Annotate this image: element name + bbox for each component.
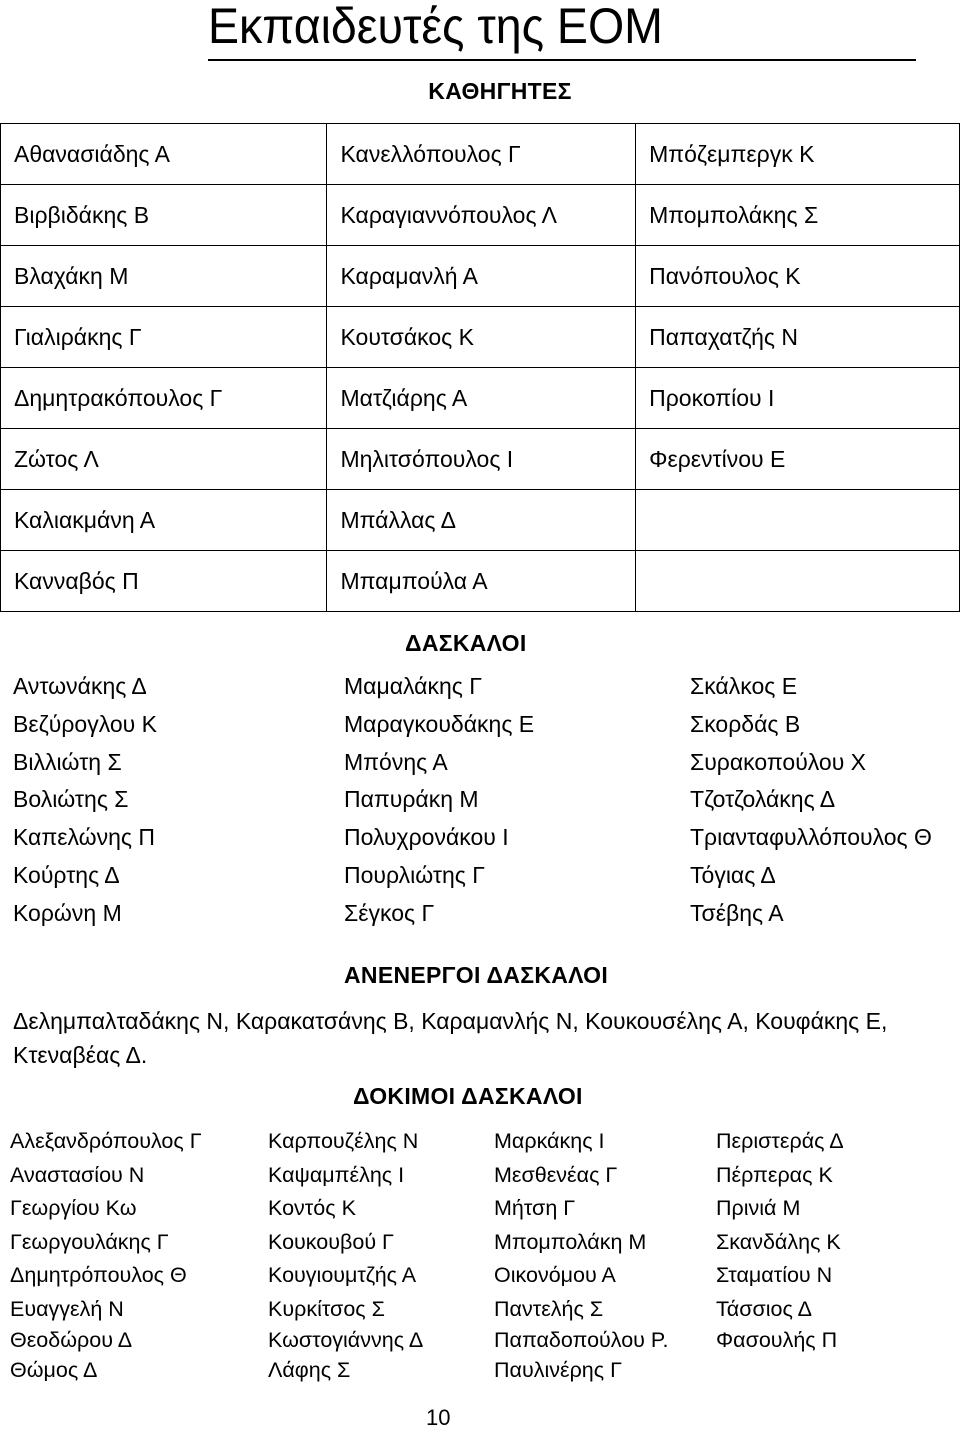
- teacher-name: Σκορδάς Β: [690, 710, 801, 737]
- professor-name-cell: Καραμανλή Α: [327, 246, 636, 307]
- trial-teacher-name: Θώμος Δ: [10, 1358, 98, 1382]
- teacher-name: Τζοτζολάκης Δ: [690, 786, 836, 813]
- teacher-name: Τριανταφυλλόπουλος Θ: [690, 824, 932, 851]
- inactive-teachers-list: [13, 1004, 913, 1072]
- table-row: [1, 429, 960, 490]
- professor-name-cell: Βλαχάκη Μ: [1, 246, 327, 307]
- trial-teacher-name: Καρπουζέλης Ν: [268, 1129, 419, 1153]
- professor-name-cell: Μπαμπούλα Α: [327, 551, 636, 612]
- teacher-name: Κούρτης Δ: [13, 861, 120, 888]
- professor-name-cell: Μπομπολάκης Σ: [636, 185, 960, 246]
- table-row: [1, 246, 960, 307]
- table-row: [1, 307, 960, 368]
- teacher-name: Σέγκος Γ: [344, 899, 435, 926]
- professor-name-cell: Πανόπουλος Κ: [636, 246, 960, 307]
- teacher-name: Μαραγκουδάκης Ε: [344, 710, 535, 737]
- teacher-name: Τόγιας Δ: [690, 861, 776, 888]
- trial-teacher-name: Μήτση Γ: [494, 1196, 576, 1220]
- trial-teacher-name: Θεοδώρου Δ: [10, 1328, 133, 1352]
- teacher-name: Βιλλιώτη Σ: [13, 748, 122, 775]
- table-row: [1, 490, 960, 551]
- trial-teacher-name: Κοντός Κ: [268, 1196, 356, 1220]
- trial-teacher-name: Μεσθενέας Γ: [494, 1162, 618, 1187]
- trial-teacher-name: Οικονόμου Α: [494, 1263, 616, 1287]
- professor-name-cell: Κανναβός Π: [1, 551, 327, 612]
- trial-teacher-name: Κουγιουμτζής Α: [268, 1263, 417, 1287]
- professor-name-cell: Μπάλλας Δ: [327, 490, 636, 551]
- trial-teachers-list: [0, 1125, 960, 1388]
- inactive-teachers-line: Δελημπαλταδάκης Ν, Καρακατσάνης Β, Καραμανλής Ν, Κουκουσέλης Α, Κουφάκης Ε,: [13, 1008, 888, 1034]
- table-row: [1, 185, 960, 246]
- teacher-name: Μπόνης Α: [344, 748, 448, 775]
- professor-name-cell: Δημητρακόπουλος Γ: [1, 368, 327, 429]
- teacher-name: Βολιώτης Σ: [13, 786, 129, 813]
- trial-teacher-name: Πέρπερας Κ: [716, 1162, 833, 1187]
- trial-teacher-name: Καψαμπέλης Ι: [268, 1162, 405, 1187]
- trial-teacher-name: Γεωργίου Κω: [10, 1196, 137, 1220]
- professors-table: [0, 123, 960, 612]
- teacher-name: Βεζύρογλου Κ: [13, 710, 157, 737]
- teacher-name: Αντωνάκης Δ: [13, 673, 147, 699]
- professors-heading: ΚΑΘΗΓΗΤΕΣ: [428, 78, 572, 104]
- trial-teacher-name: Αλεξανδρόπουλος Γ: [10, 1129, 202, 1153]
- table-row: [1, 124, 960, 185]
- trial-teacher-name: [706, 1354, 956, 1388]
- trial-teacher-name: Γεωργουλάκης Γ: [10, 1229, 169, 1254]
- professor-name-cell: Ματζιάρης Α: [327, 368, 636, 429]
- inactive-teachers-heading: ΑΝΕΝΕΡΓΟΙ ΔΑΣΚΑΛΟΙ: [344, 962, 609, 988]
- trial-teacher-name: Παντελής Σ: [494, 1296, 604, 1321]
- trial-teacher-name: Φασουλής Π: [716, 1328, 838, 1352]
- page-title: Εκπαιδευτές της ΕΟΜ: [208, 0, 663, 54]
- professor-name-cell: Παπαχατζής Ν: [636, 307, 960, 368]
- trial-teacher-name: Μαρκάκης Ι: [494, 1129, 605, 1153]
- professor-name-cell: Ζώτος Λ: [1, 429, 327, 490]
- teachers-list: [0, 668, 960, 933]
- teacher-name: Τσέβης Α: [690, 899, 784, 926]
- trial-teacher-name: Παυλινέρης Γ: [494, 1358, 622, 1382]
- trial-teachers-heading: ΔΟΚΙΜΟΙ ΔΑΣΚΑΛΟΙ: [353, 1083, 583, 1109]
- teacher-name: Κορώνη Μ: [13, 899, 122, 926]
- trial-teacher-name: Κυρκίτσος Σ: [268, 1296, 385, 1321]
- trial-teacher-name: Ευαγγελή Ν: [10, 1296, 124, 1321]
- trial-teacher-name: Αναστασίου Ν: [10, 1162, 145, 1187]
- trial-teacher-name: Μπομπολάκη Μ: [494, 1229, 647, 1254]
- trial-teacher-name: Σταματίου Ν: [716, 1263, 833, 1287]
- trial-teacher-name: Πρινιά Μ: [716, 1196, 801, 1220]
- page-number: 10: [426, 1405, 451, 1430]
- trial-teacher-name: Σκανδάλης Κ: [716, 1229, 841, 1254]
- inactive-teachers-line: Κτεναβέας Δ.: [13, 1042, 148, 1068]
- trial-teacher-name: Δημητρόπουλος Θ: [10, 1263, 187, 1287]
- teacher-name: Σκάλκος Ε: [690, 673, 798, 699]
- trial-teacher-name: Κουκουβού Γ: [268, 1229, 394, 1254]
- trial-teacher-name: Περιστεράς Δ: [716, 1129, 844, 1153]
- professor-name-cell: Καραγιαννόπουλος Λ: [327, 185, 636, 246]
- trial-teacher-name: Τάσσιος Δ: [716, 1296, 812, 1321]
- teacher-name: Καπελώνης Π: [13, 824, 155, 851]
- teachers-heading: ΔΑΣΚΑΛΟΙ: [405, 630, 527, 656]
- professor-name-cell: Καλιακμάνη Α: [1, 490, 327, 551]
- professor-name-cell: Βιρβιδάκης Β: [1, 185, 327, 246]
- table-row: [1, 368, 960, 429]
- professor-name-cell: [636, 551, 960, 612]
- trial-teacher-name: Λάφης Σ: [268, 1358, 351, 1382]
- teacher-name: Παπυράκη Μ: [344, 786, 479, 813]
- professor-name-cell: Κουτσάκος Κ: [327, 307, 636, 368]
- professor-name-cell: Μηλιτσόπουλος Ι: [327, 429, 636, 490]
- teacher-name: Μαμαλάκης Γ: [344, 673, 482, 699]
- professor-name-cell: Γιαλιράκης Γ: [1, 307, 327, 368]
- professor-name-cell: Φερεντίνου Ε: [636, 429, 960, 490]
- professor-name-cell: Κανελλόπουλος Γ: [327, 124, 636, 185]
- title-underline: [208, 59, 916, 61]
- professor-name-cell: Αθανασιάδης Α: [1, 124, 327, 185]
- teacher-name: Πολυχρονάκου Ι: [344, 824, 509, 851]
- teacher-name: Πουρλιώτης Γ: [344, 861, 485, 888]
- trial-teacher-name: Κωστογιάννης Δ: [268, 1328, 424, 1352]
- table-row: [1, 551, 960, 612]
- trial-teacher-name: Παπαδοπούλου Ρ.: [494, 1328, 669, 1352]
- professor-name-cell: [636, 490, 960, 551]
- professor-name-cell: Μπόζεμπεργκ Κ: [636, 124, 960, 185]
- professor-name-cell: Προκοπίου Ι: [636, 368, 960, 429]
- teacher-name: Συρακοπούλου Χ: [690, 748, 867, 775]
